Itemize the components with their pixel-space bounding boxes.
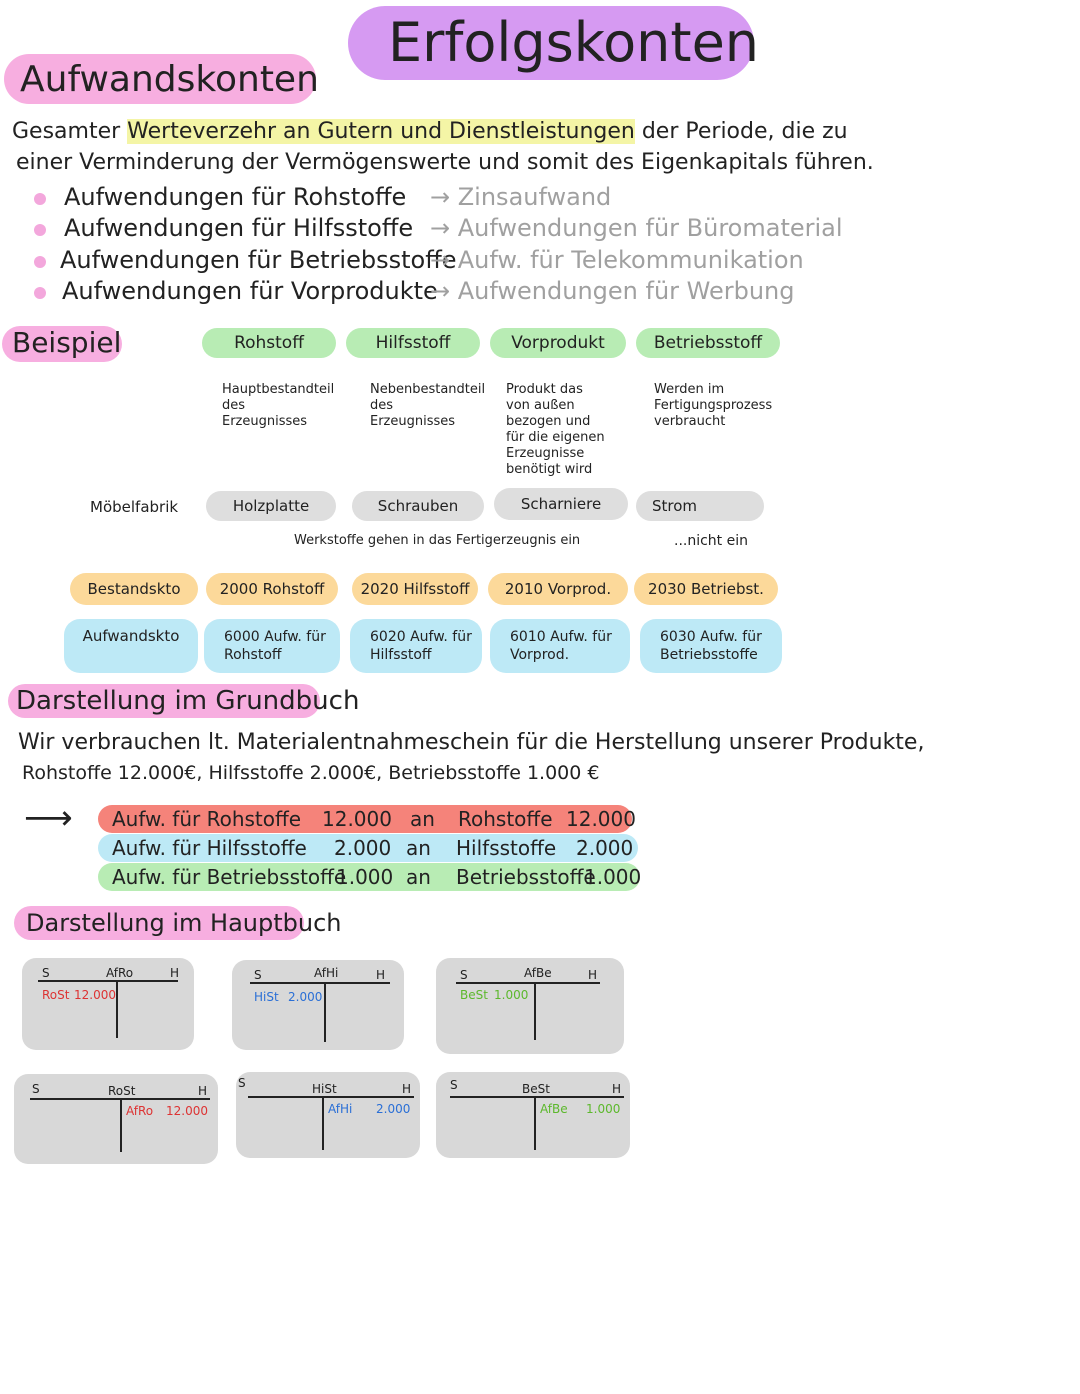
definition-highlight: Werteverzehr an Gutern und Dienstleistungen bbox=[127, 119, 635, 144]
bestand-item-betriebsstoff: 2030 Betriebst. bbox=[634, 573, 778, 605]
aufwand-item-rohstoff: 6000 Aufw. für Rohstoff bbox=[204, 619, 340, 673]
t-account-afhi: S AfHi H HiSt 2.000 bbox=[232, 960, 404, 1050]
bestand-item-vorprodukt: 2010 Vorprod. bbox=[488, 573, 628, 605]
moebel-item-strom: Strom bbox=[636, 491, 764, 521]
entry-an: an bbox=[410, 807, 435, 831]
bullet-right: → Aufwendungen für Büromaterial bbox=[430, 214, 843, 242]
hauptbuch-heading: Darstellung im Hauptbuch bbox=[26, 909, 342, 937]
beispiel-label: Beispiel bbox=[12, 326, 122, 359]
entry-haben: Hilfsstoffe bbox=[456, 836, 557, 860]
entry-amount-haben: 1.000 bbox=[584, 865, 642, 889]
entry-amount-haben: 12.000 bbox=[566, 807, 636, 831]
entry-amount-soll: 1.000 bbox=[336, 865, 394, 889]
description-vorprodukt: Produkt das von außen bezogen und für die eigenen Erzeugnisse benötigt wird bbox=[506, 382, 605, 477]
definition-line-2: einer Verminderung der Vermögenswerte und somit des Eigenkapitals führen. bbox=[16, 150, 874, 175]
bullet-left: Aufwendungen für Betriebsstoffe bbox=[60, 246, 457, 274]
entry-amount-haben: 2.000 bbox=[576, 836, 634, 860]
page-title: Erfolgskonten bbox=[388, 11, 760, 74]
bullet-left: Aufwendungen für Vorprodukte bbox=[62, 277, 438, 305]
bullet-left: Aufwendungen für Rohstoffe bbox=[64, 183, 407, 211]
entry-amount-soll: 2.000 bbox=[334, 836, 392, 860]
category-betriebsstoff: Betriebsstoff bbox=[636, 328, 780, 358]
entry-an: an bbox=[406, 865, 431, 889]
arrow-icon: ⟶ bbox=[24, 798, 73, 838]
bullet-right: → Aufw. für Telekommunikation bbox=[430, 246, 804, 274]
bestand-item-rohstoff: 2000 Rohstoff bbox=[206, 573, 338, 605]
entry-amount-soll: 12.000 bbox=[322, 807, 392, 831]
moebel-item-scharniere: Scharniere bbox=[494, 488, 628, 520]
entry-soll: Aufw. für Betriebsstoffe bbox=[112, 865, 347, 889]
aufwand-item-hilfsstoff: 6020 Aufw. für Hilfsstoff bbox=[350, 619, 482, 673]
aufwand-item-vorprodukt: 6010 Aufw. für Vorprod. bbox=[490, 619, 630, 673]
t-account-best: S BeSt H AfBe 1.000 bbox=[436, 1072, 630, 1158]
section-heading-aufwand: Aufwandskonten bbox=[20, 59, 319, 100]
category-hilfsstoff: Hilfsstoff bbox=[346, 328, 480, 358]
entry-soll: Aufw. für Rohstoffe bbox=[112, 807, 302, 831]
entry-haben: Betriebsstoffe bbox=[456, 865, 596, 889]
description-rohstoff: Hauptbestandteil des Erzeugnisses bbox=[222, 382, 335, 429]
moebel-label: Möbelfabrik bbox=[90, 498, 179, 516]
category-vorprodukt: Vorprodukt bbox=[490, 328, 626, 358]
description-hilfsstoff: Nebenbestandteil des Erzeugnisses bbox=[370, 382, 486, 429]
grundbuch-heading: Darstellung im Grundbuch bbox=[16, 686, 360, 716]
note-nicht-ein: ...nicht ein bbox=[674, 533, 748, 549]
entry-haben: Rohstoffe bbox=[458, 807, 553, 831]
grundbuch-text-1: Wir verbrauchen lt. Materialentnahmeschein für die Herstellung unserer Produkte, bbox=[18, 730, 925, 755]
bestand-label: Bestandskto bbox=[70, 573, 198, 605]
bullet-left: Aufwendungen für Hilfsstoffe bbox=[64, 214, 414, 242]
grundbuch-text-2: Rohstoffe 12.000€, Hilfsstoffe 2.000€, Betriebsstoffe 1.000 € bbox=[22, 762, 600, 784]
moebel-item-holzplatte: Holzplatte bbox=[206, 491, 336, 521]
aufwand-label: Aufwandskto bbox=[64, 619, 198, 673]
t-account-afro: S AfRo H RoSt 12.000 bbox=[22, 958, 194, 1050]
aufwand-item-betriebsstoff: 6030 Aufw. für Betriebsstoffe bbox=[640, 619, 782, 673]
moebel-item-schrauben: Schrauben bbox=[352, 491, 484, 521]
t-account-hist: S HiSt H AfHi 2.000 bbox=[236, 1072, 420, 1158]
category-rohstoff: Rohstoff bbox=[202, 328, 336, 358]
entry-an: an bbox=[406, 836, 431, 860]
bullet-right: → Zinsaufwand bbox=[430, 183, 612, 211]
definition-line-1: Gesamter Werteverzehr an Gutern und Dienstleistungen der Periode, die zu bbox=[12, 119, 848, 144]
bullet-dot bbox=[34, 256, 46, 268]
bullet-dot bbox=[34, 287, 46, 299]
t-account-afbe: S AfBe H BeSt 1.000 bbox=[436, 958, 624, 1054]
bestand-item-hilfsstoff: 2020 Hilfsstoff bbox=[352, 573, 478, 605]
bullet-dot bbox=[34, 193, 46, 205]
note-werkstoffe: Werkstoffe gehen in das Fertigerzeugnis ein bbox=[294, 533, 581, 548]
entry-soll: Aufw. für Hilfsstoffe bbox=[112, 836, 307, 860]
bullet-dot bbox=[34, 224, 46, 236]
bullet-right: → Aufwendungen für Werbung bbox=[430, 277, 795, 305]
description-betriebsstoff: Werden im Fertigungsprozess verbraucht bbox=[654, 382, 773, 429]
t-account-rost: S RoSt H AfRo 12.000 bbox=[14, 1074, 218, 1164]
